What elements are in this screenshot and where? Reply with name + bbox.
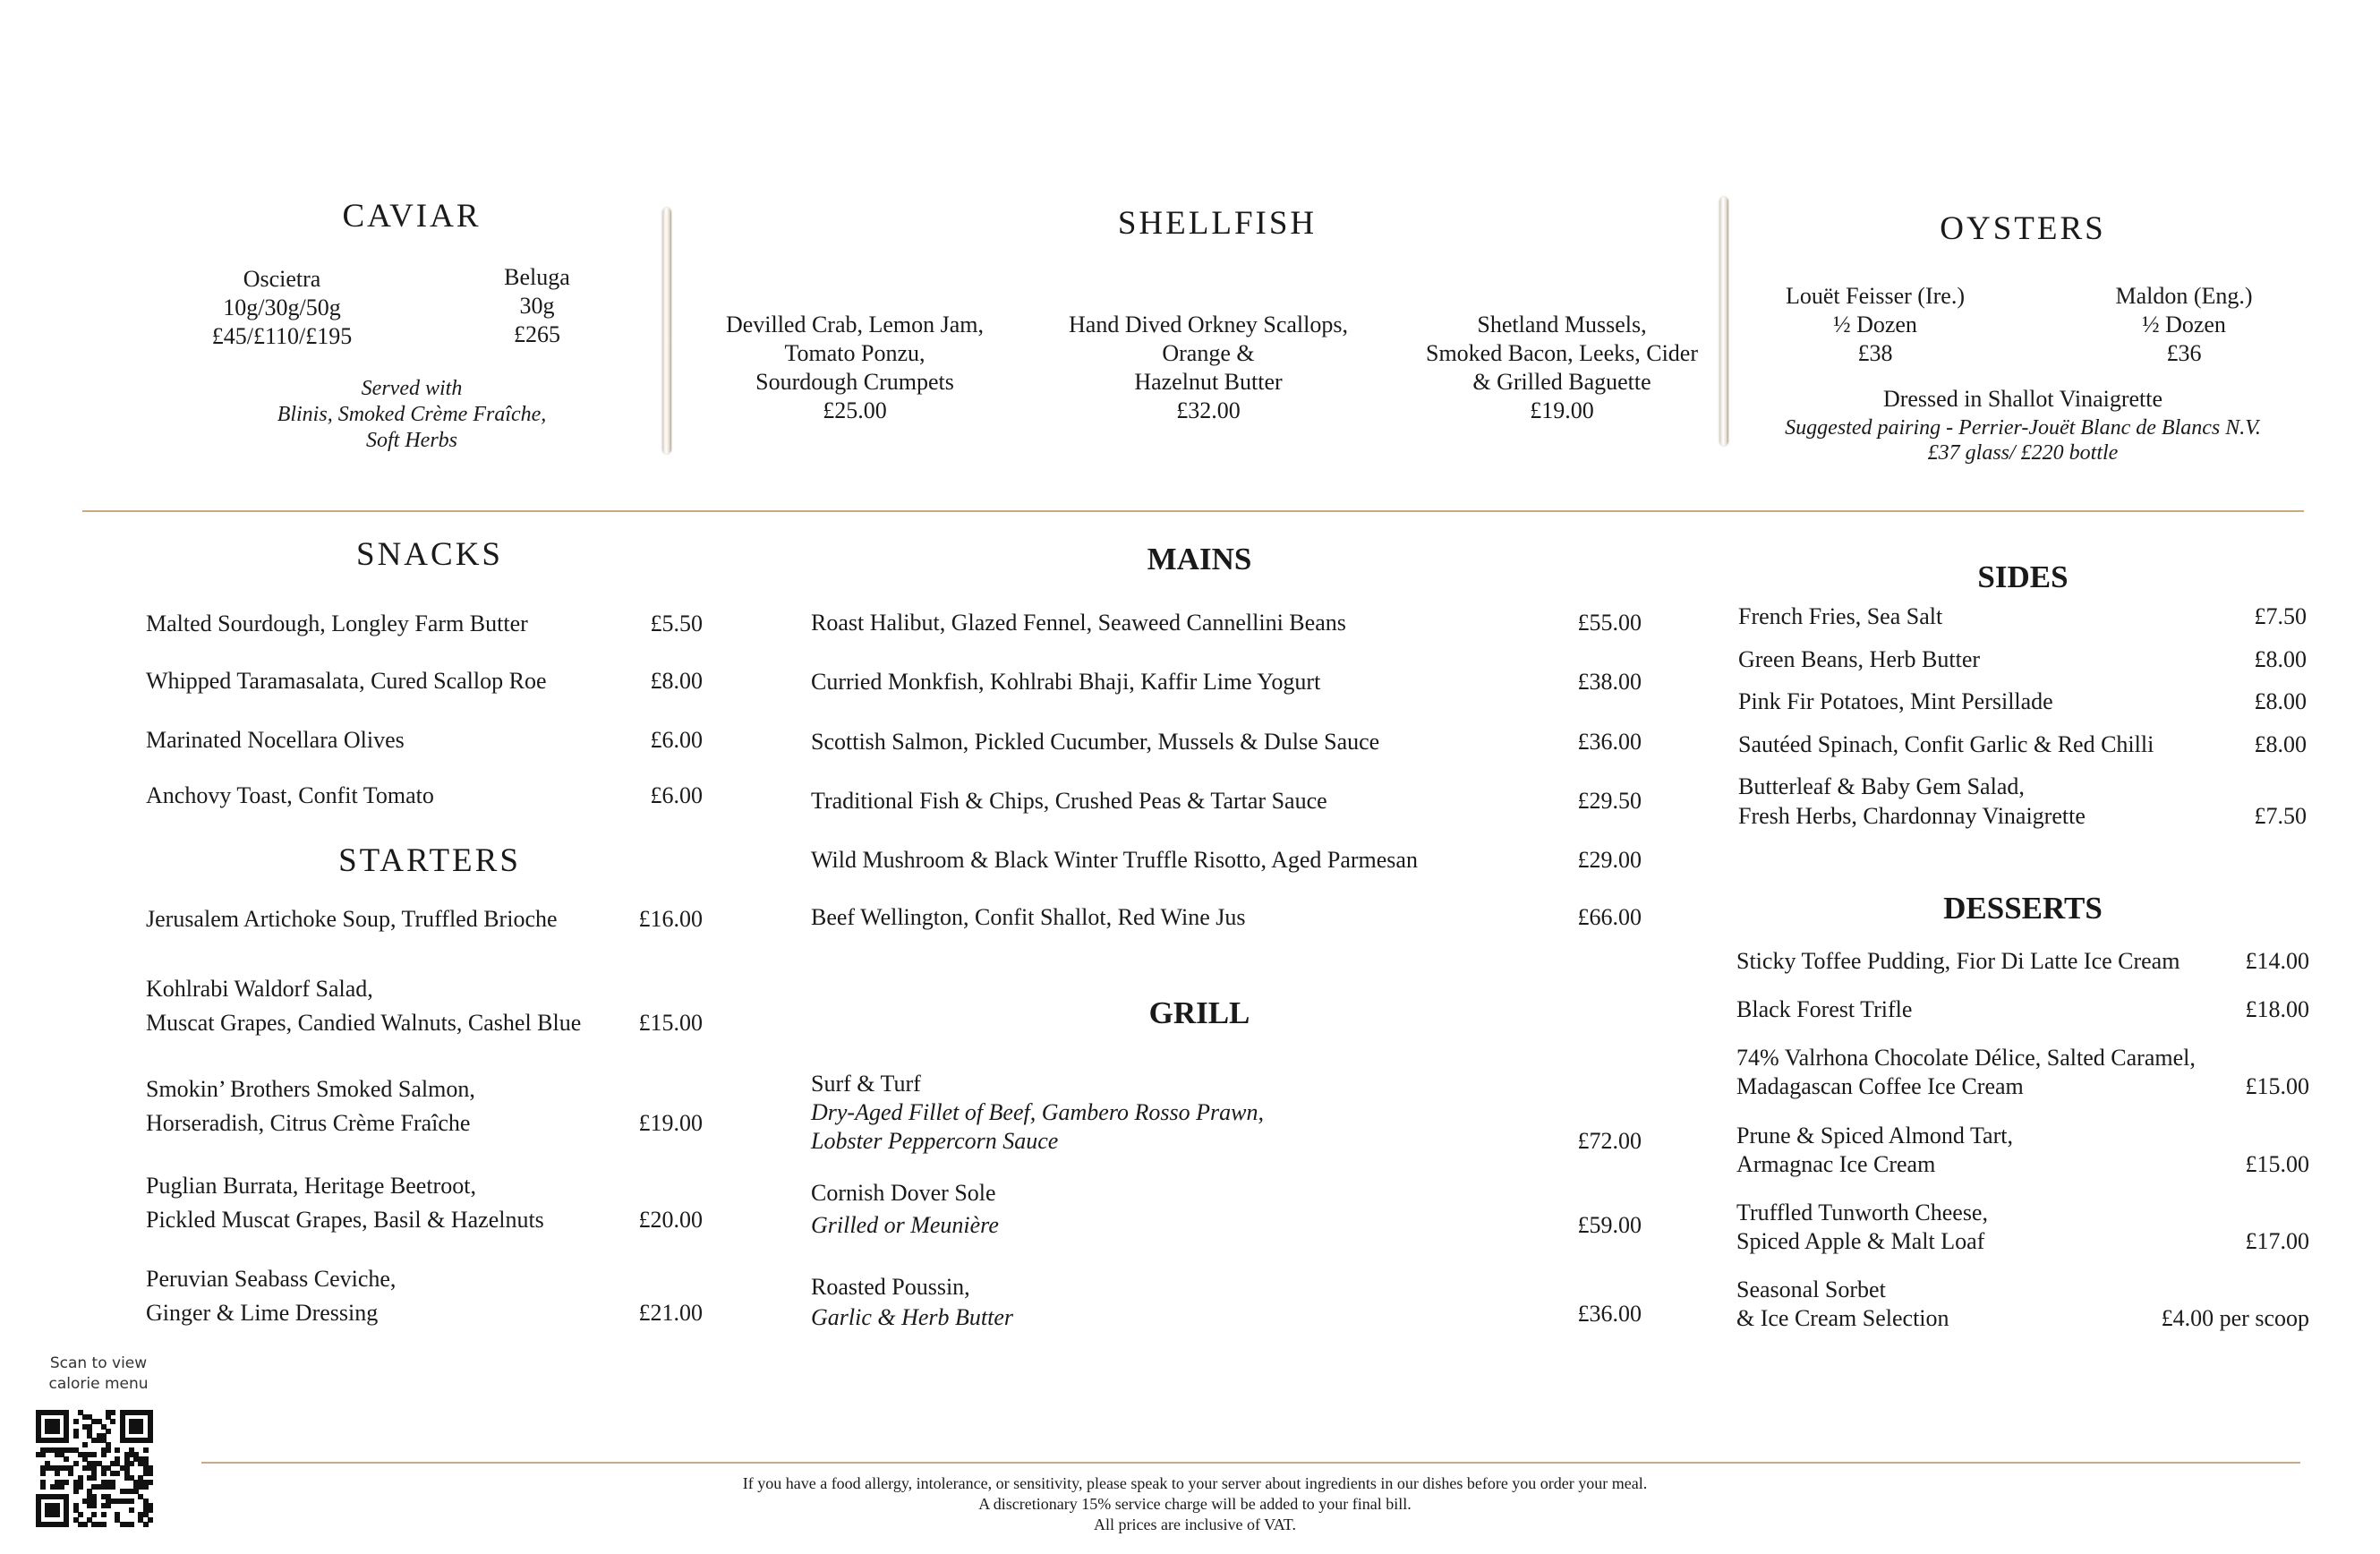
item-name: Puglian Burrata, Heritage Beetroot,: [146, 1173, 476, 1199]
starters-title: STARTERS: [338, 842, 521, 879]
item-price: £4.00 per scoop: [2161, 1305, 2309, 1331]
qr-module: [40, 1471, 46, 1476]
item-price: £6.00: [650, 727, 703, 753]
qr-module: [110, 1419, 115, 1424]
qr-module: [91, 1503, 97, 1508]
qr-caption: [27, 1353, 170, 1395]
shellfish-item: [689, 311, 1020, 425]
oscietra-block: [179, 265, 385, 351]
qr-module: [73, 1489, 79, 1494]
qr-module: [129, 1522, 134, 1527]
item-desc: Madagascan Coffee Ice Cream: [1736, 1073, 2024, 1099]
qr-module: [82, 1522, 88, 1527]
shellfish-price: £32.00: [1176, 397, 1241, 423]
qr-module: [148, 1480, 153, 1485]
qr-module: [73, 1419, 79, 1424]
oysters-dressed: Dressed in Shallot Vinaigrette: [1882, 386, 2163, 412]
beluga-block: [456, 263, 618, 349]
item-desc: Garlic & Herb Butter: [811, 1304, 1014, 1330]
item-desc: Spiced Apple & Malt Loaf: [1736, 1228, 1985, 1254]
shellfish-price: £19.00: [1530, 397, 1594, 423]
item-name: Black Forest Trifle: [1736, 996, 1913, 1022]
item-name: Prune & Spiced Almond Tart,: [1736, 1123, 2013, 1148]
section-rule: [82, 510, 2304, 512]
grill-list: [811, 1070, 1642, 1335]
item-price: £8.00: [650, 668, 703, 694]
list-item: [811, 727, 1642, 786]
list-item: [1738, 772, 2307, 834]
shellfish-title: SHELLFISH: [1117, 205, 1318, 242]
qr-module: [148, 1438, 153, 1443]
item-desc: Horseradish, Citrus Crème Fraîche: [146, 1110, 471, 1136]
item-name: French Fries, Sea Salt: [1738, 603, 1943, 629]
shellfish-line: Sourdough Crumpets: [755, 369, 954, 395]
oscietra-price: £45/£110/£195: [211, 323, 353, 349]
item-desc: Grilled or Meunière: [811, 1212, 999, 1238]
qr-module: [55, 1471, 60, 1476]
item-name: Curried Monkfish, Kohlrabi Bhaji, Kaffir Lime Yogurt: [811, 669, 1321, 695]
shellfish-line: Tomato Ponzu,: [784, 340, 926, 366]
list-item: [1736, 1276, 2309, 1338]
list-item: [811, 1177, 1642, 1272]
item-price: £19.00: [638, 1110, 703, 1136]
qr-module: [82, 1442, 88, 1447]
qr-module: [64, 1480, 69, 1485]
oyster-price: £36: [2166, 340, 2202, 366]
oscietra-name: Oscietra: [243, 266, 321, 292]
item-price: £29.00: [1577, 847, 1642, 873]
vat-note: All prices are inclusive of VAT.: [1094, 1516, 1296, 1533]
item-price: £21.00: [638, 1300, 703, 1326]
shellfish-item: [1038, 311, 1378, 425]
item-name: Surf & Turf: [811, 1071, 921, 1097]
beluga-price: £265: [514, 321, 560, 347]
list-item: [146, 904, 703, 967]
mains-list: [811, 608, 1642, 938]
qr-module: [106, 1503, 111, 1508]
qr-module: [73, 1461, 79, 1466]
list-item: [1738, 730, 2307, 772]
item-name: 74% Valrhona Chocolate Délice, Salted Caramel,: [1736, 1045, 2196, 1071]
list-item: [146, 1169, 703, 1262]
desserts-list: [1736, 946, 2309, 1338]
item-price: £7.50: [2254, 803, 2307, 829]
qr-module: [40, 1484, 46, 1490]
item-price: £15.00: [638, 1010, 703, 1036]
qr-module: [78, 1512, 83, 1517]
mains-title: MAINS: [1147, 542, 1252, 576]
qr-module: [101, 1471, 107, 1476]
item-price: £36.00: [1577, 1301, 1642, 1327]
item-price: £5.50: [650, 610, 703, 636]
item-price: £18.00: [2245, 996, 2309, 1022]
list-item: [146, 666, 703, 725]
qr-module: [148, 1517, 153, 1523]
item-name: Cornish Dover Sole: [811, 1180, 996, 1206]
sides-list: [1738, 602, 2307, 834]
qr-module: [115, 1471, 120, 1476]
qr-module: [143, 1484, 149, 1490]
item-price: £29.50: [1577, 788, 1642, 814]
item-desc: Fresh Herbs, Chardonnay Vinaigrette: [1738, 803, 2086, 829]
snacks-list: [146, 609, 703, 816]
qr-module: [101, 1512, 107, 1517]
item-name: Butterleaf & Baby Gem Salad,: [1738, 773, 2025, 799]
qr-module: [91, 1512, 97, 1517]
item-desc: Ginger & Lime Dressing: [146, 1300, 379, 1326]
qr-module: [64, 1438, 69, 1443]
list-item: [1738, 687, 2307, 730]
list-item: [1736, 1199, 2309, 1276]
qr-module: [101, 1522, 107, 1527]
item-desc: & Ice Cream Selection: [1736, 1305, 1949, 1331]
item-price: £8.00: [2254, 646, 2307, 672]
oyster-name: Maldon (Eng.): [2115, 283, 2253, 309]
list-item: [811, 902, 1642, 938]
item-price: £38.00: [1577, 669, 1642, 695]
item-price: £6.00: [650, 782, 703, 808]
list-item: [146, 609, 703, 666]
qr-module: [64, 1456, 69, 1462]
item-name: Green Beans, Herb Butter: [1738, 646, 1981, 672]
grill-title: GRILL: [1148, 995, 1250, 1030]
item-desc: Armagnac Ice Cream: [1736, 1151, 1936, 1177]
item-name: Seasonal Sorbet: [1736, 1276, 1886, 1302]
qr-code-icon[interactable]: [36, 1410, 152, 1526]
item-name: Traditional Fish & Chips, Crushed Peas & Tartar Sauce: [811, 788, 1327, 814]
item-price: £36.00: [1577, 729, 1642, 755]
served-line-3: Soft Herbs: [366, 429, 457, 452]
qr-module: [138, 1429, 143, 1434]
item-price: £8.00: [2254, 731, 2307, 757]
item-name: Truffled Tunworth Cheese,: [1736, 1200, 1988, 1225]
item-name: Beef Wellington, Confit Shallot, Red Wine Jus: [811, 904, 1246, 930]
divider-caviar-shellfish: [662, 208, 671, 454]
list-item: [146, 1072, 703, 1169]
list-item: [1736, 1122, 2309, 1199]
shellfish-line: Smoked Bacon, Leeks, Cider: [1426, 340, 1698, 366]
item-name: Wild Mushroom & Black Winter Truffle Risotto, Aged Parmesan: [811, 847, 1418, 873]
shellfish-line: Hand Dived Orkney Scallops,: [1069, 312, 1348, 337]
qr-module: [110, 1410, 115, 1415]
list-item: [146, 725, 703, 781]
footer-rule: [201, 1462, 2300, 1464]
qr-module: [106, 1447, 111, 1453]
qr-module: [64, 1522, 69, 1527]
footer-notes: [448, 1473, 1942, 1535]
allergy-note: If you have a food allergy, intolerance, or sensitivity, please speak to your server about ingredients in our dishes before you order your meal.: [742, 1474, 1648, 1492]
desserts-title: DESSERTS: [1943, 891, 2103, 926]
qr-module: [129, 1498, 134, 1504]
oysters-pairing-price: £37 glass/ £220 bottle: [1927, 441, 2119, 465]
snacks-title: SNACKS: [356, 536, 503, 573]
list-item: [1738, 602, 2307, 645]
item-name: Smokin’ Brothers Smoked Salmon,: [146, 1076, 475, 1102]
qr-module: [91, 1475, 97, 1481]
list-item: [146, 967, 703, 1072]
qr-module: [55, 1512, 60, 1517]
qr-module: [78, 1484, 83, 1490]
list-item: [811, 667, 1642, 727]
item-price: £17.00: [2245, 1228, 2309, 1254]
shellfish-item: [1396, 311, 1727, 425]
item-desc: Pickled Muscat Grapes, Basil & Hazelnuts: [146, 1207, 544, 1233]
item-price: £8.00: [2254, 688, 2307, 714]
list-item: [146, 781, 703, 816]
oyster-name: Louët Feisser (Ire.): [1786, 283, 1965, 309]
served-line-1: Served with: [361, 377, 463, 400]
item-price: £59.00: [1577, 1212, 1642, 1238]
item-price: £7.50: [2254, 603, 2307, 629]
divider-shellfish-oysters: [1719, 197, 1728, 446]
item-name: Kohlrabi Waldorf Salad,: [146, 976, 373, 1002]
item-price: £16.00: [638, 906, 703, 932]
qr-module: [40, 1452, 46, 1457]
qr-module: [115, 1447, 120, 1453]
qr-module: [55, 1429, 60, 1434]
oyster-qty: ½ Dozen: [1833, 312, 1917, 337]
qr-module: [129, 1461, 134, 1466]
list-item: [1738, 645, 2307, 687]
item-name: Peruvian Seabass Ceviche,: [146, 1266, 397, 1292]
oysters-title: OYSTERS: [1940, 210, 2106, 247]
qr-module: [110, 1484, 115, 1490]
list-item: [811, 1070, 1642, 1177]
qr-module: [148, 1507, 153, 1513]
starters-list: [146, 904, 703, 1334]
shellfish-line: & Grilled Baguette: [1472, 369, 1651, 395]
served-line-2: Blinis, Smoked Crème Fraîche,: [277, 403, 547, 426]
item-price: £15.00: [2245, 1151, 2309, 1177]
oyster-louet: [1754, 282, 1996, 368]
item-desc: Lobster Peppercorn Sauce: [811, 1128, 1059, 1154]
item-price: £20.00: [638, 1207, 703, 1233]
oysters-pairing: Suggested pairing - Perrier-Jouët Blanc de Blancs N.V.: [1785, 416, 2261, 440]
shellfish-price: £25.00: [823, 397, 887, 423]
item-name: Scottish Salmon, Pickled Cucumber, Mussels & Dulse Sauce: [811, 729, 1380, 755]
list-item: [1736, 1044, 2309, 1122]
item-name: Whipped Taramasalata, Cured Scallop Roe: [146, 668, 547, 694]
qr-module: [101, 1452, 107, 1457]
qr-caption-line-2: calorie menu: [48, 1375, 149, 1393]
list-item: [811, 845, 1642, 902]
item-desc: Muscat Grapes, Candied Walnuts, Cashel Blue: [146, 1010, 582, 1036]
service-charge-note: A discretionary 15% service charge will be added to your final bill.: [978, 1495, 1412, 1513]
item-price: £15.00: [2245, 1073, 2309, 1099]
qr-module: [129, 1507, 134, 1513]
item-name: Roasted Poussin,: [811, 1274, 970, 1300]
item-name: Sautéed Spinach, Confit Garlic & Red Chilli: [1738, 731, 2154, 757]
oyster-qty: ½ Dozen: [2142, 312, 2226, 337]
shellfish-line: Devilled Crab, Lemon Jam,: [725, 312, 985, 337]
qr-module: [143, 1522, 149, 1527]
item-name: Roast Halibut, Glazed Fennel, Seaweed Cannellini Beans: [811, 610, 1346, 636]
list-item: [1736, 995, 2309, 1044]
item-name: Sticky Toffee Pudding, Fior Di Latte Ice Cream: [1736, 948, 2180, 974]
sides-title: SIDES: [1977, 559, 2069, 594]
shellfish-line: Shetland Mussels,: [1477, 312, 1647, 337]
list-item: [146, 1262, 703, 1334]
qr-module: [106, 1429, 111, 1434]
item-name: Malted Sourdough, Longley Farm Butter: [146, 610, 528, 636]
qr-module: [59, 1484, 64, 1490]
qr-caption-line-1: Scan to view: [49, 1354, 148, 1372]
item-name: Pink Fir Potatoes, Mint Persillade: [1738, 688, 2053, 714]
shellfish-line: Hazelnut Butter: [1134, 369, 1283, 395]
item-name: Marinated Nocellara Olives: [146, 727, 405, 753]
list-item: [811, 786, 1642, 845]
caviar-served-with: [233, 376, 591, 454]
qr-module: [143, 1447, 149, 1453]
beluga-name: Beluga: [504, 264, 570, 290]
qr-module: [91, 1452, 97, 1457]
qr-module: [148, 1471, 153, 1476]
item-price: £55.00: [1577, 610, 1642, 636]
oyster-maldon: [2077, 282, 2291, 368]
list-item: [811, 608, 1642, 667]
item-name: Anchovy Toast, Confit Tomato: [146, 782, 434, 808]
beluga-size: 30g: [519, 293, 555, 319]
caviar-title: CAVIAR: [342, 198, 482, 235]
list-item: [811, 1272, 1642, 1335]
list-item: [1736, 946, 2309, 995]
oyster-price: £38: [1857, 340, 1893, 366]
item-desc: Dry-Aged Fillet of Beef, Gambero Rosso Prawn,: [811, 1099, 1264, 1125]
item-name: Jerusalem Artichoke Soup, Truffled Brioche: [146, 906, 558, 932]
item-price: £72.00: [1577, 1128, 1642, 1154]
oscietra-size: 10g/30g/50g: [223, 295, 341, 320]
shellfish-line: Orange &: [1162, 340, 1255, 366]
qr-module: [68, 1471, 73, 1476]
item-price: £14.00: [2245, 948, 2309, 974]
qr-module: [73, 1433, 79, 1439]
item-price: £66.00: [1577, 904, 1642, 930]
